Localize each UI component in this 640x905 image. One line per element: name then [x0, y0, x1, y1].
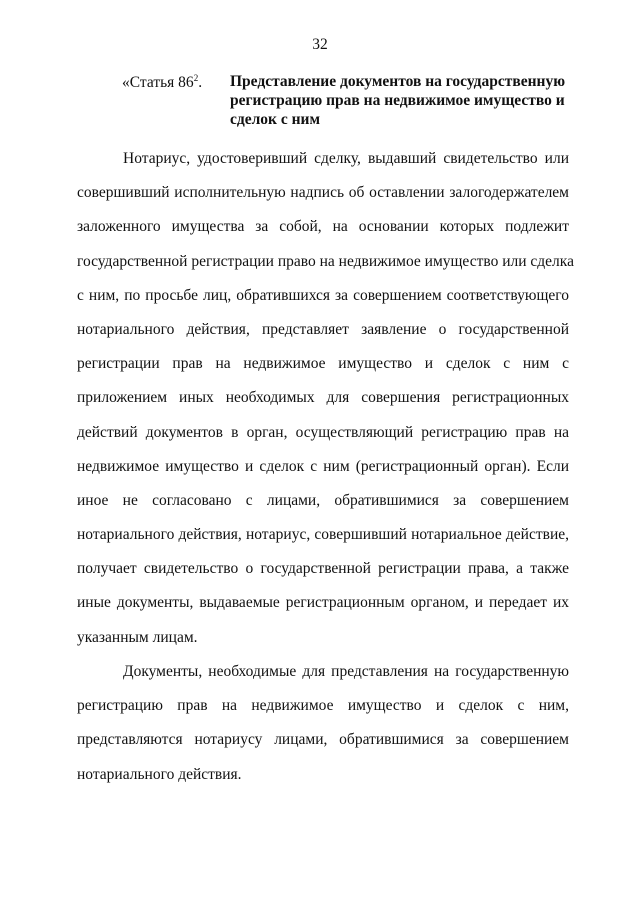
paragraph-line: совершивший исполнительную надпись об оставлении залогодержателем [77, 184, 569, 202]
article-title-line: сделок с ним [230, 111, 321, 128]
paragraph-line: с ним, по просьбе лиц, обратившихся за совершением соответствующего [77, 286, 569, 304]
paragraph-line: иное не согласовано с лицами, обратившимися за совершением [77, 491, 569, 509]
paragraph-line: государственной регистрации право на недвижимое имущество или сделка [77, 252, 574, 270]
paragraph-line: Нотариус, удостоверивший сделку, выдавший свидетельство или [123, 150, 569, 167]
article-label [122, 72, 202, 93]
paragraph-line: нотариального действия, нотариус, совершивший нотариальное действие, [77, 526, 569, 544]
article-title-line: Представление документов на государственную [230, 73, 566, 90]
paragraph-line: нотариального действия. [77, 765, 242, 783]
paragraph-line: иные документы, выдаваемые регистрационным органом, и передает их [77, 594, 569, 612]
paragraph-line: регистрации прав на недвижимое имущество и сделок с ним с [77, 355, 569, 373]
paragraph-line: действий документов в орган, осуществляющий регистрацию прав на [77, 423, 569, 441]
paragraph-line: нотариального действия, представляет заявление о государственной [77, 320, 569, 338]
article-label-superscript: 2 [193, 72, 199, 83]
article-label-text: «Статья 86 [122, 74, 194, 91]
paragraph-notary-submission [77, 142, 574, 655]
paragraph-line: указанным лицам. [77, 628, 198, 646]
paragraph-line: приложением иных необходимых для совершения регистрационных [77, 389, 569, 407]
page-number: 32 [312, 36, 328, 53]
paragraph-line: представляются нотариусу лицами, обратившимися за совершением [77, 731, 569, 749]
paragraph-line: заложенного имущества за собой, на основании которых подлежит [77, 218, 569, 236]
paragraph-documents-provision [77, 655, 569, 792]
article-title [230, 72, 575, 129]
article-title-line: регистрацию прав на недвижимое имущество и [230, 92, 565, 109]
paragraph-line: Документы, необходимые для представления на государственную [123, 663, 569, 680]
paragraph-line: недвижимое имущество и сделок с ним (регистрационный орган). Если [77, 457, 569, 475]
paragraph-line: регистрацию прав на недвижимое имущество и сделок с ним, [77, 697, 569, 715]
paragraph-line: получает свидетельство о государственной регистрации права, а также [77, 560, 569, 578]
article-label-suffix: . [198, 74, 203, 91]
